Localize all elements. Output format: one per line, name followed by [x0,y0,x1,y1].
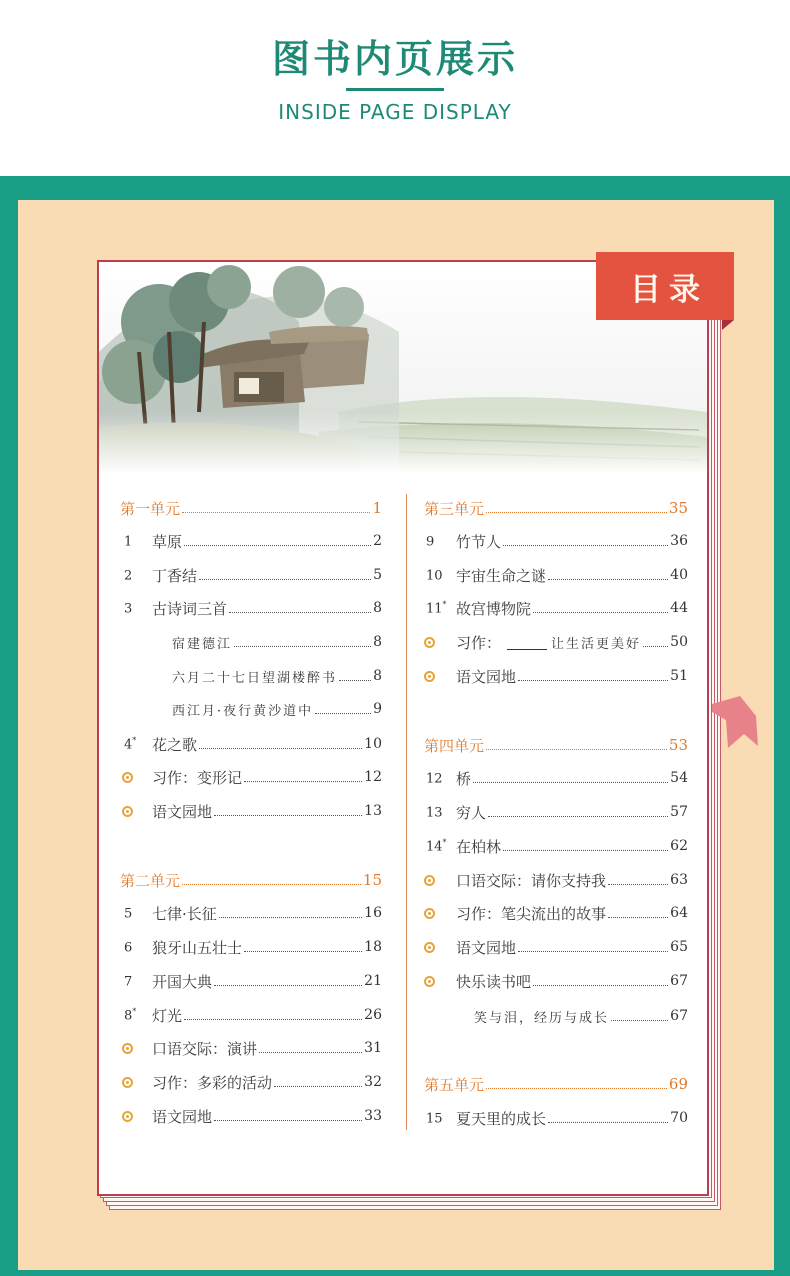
circle-bullet-icon [424,637,435,648]
entry-title: 狼牙山五壮士 [152,938,243,957]
page-number: 62 [670,838,688,854]
page-number: 63 [670,872,688,888]
page-number: 53 [668,736,688,754]
toc-entry[interactable] [124,732,382,756]
entry-title: 故宫博物院 [456,599,532,618]
page-number: 65 [670,939,688,955]
entry-title: 六月二十七日望湖楼醉书 [172,670,338,686]
leader-dots [199,748,362,749]
toc-entry[interactable] [424,630,688,654]
toc-entry[interactable] [122,765,382,789]
page-number: 33 [364,1108,382,1124]
page-number: 8 [373,668,382,684]
page-number: 67 [670,973,688,989]
leader-dots [244,951,362,952]
bullet [424,871,456,890]
entry-title: 开国大典 [152,972,213,991]
page-number: 31 [364,1040,382,1056]
page-number: 36 [670,533,688,549]
toc-entry[interactable] [124,529,382,553]
leader-dots [488,816,668,817]
entry-title: 桥 [456,769,472,788]
page-number: 50 [670,634,688,650]
entry-title: 丁香结 [152,566,198,585]
bullet [122,1107,152,1126]
leader-dots [244,781,362,782]
leader-dots [274,1086,362,1087]
circle-bullet-icon [122,806,133,817]
leader-dots [199,579,371,580]
unit-title: 第四单元 [424,736,485,755]
leader-dots [503,545,668,546]
lesson-number: 7 [124,974,133,990]
leader-dots [643,646,668,647]
leader-dots [259,1052,362,1053]
bullet [424,667,456,686]
leader-dots [339,680,371,681]
leader-dots [533,612,668,613]
lesson-number: 12 [426,771,443,787]
leader-dots [608,884,668,885]
entry-title: 花之歌 [152,735,198,754]
page-number: 2 [373,533,382,549]
entry-title: 穷人 [456,803,487,822]
entry-title: 习作：变形记 [152,768,243,787]
lesson-number: 9 [426,534,435,550]
page-number: 35 [668,499,688,517]
toc-entry[interactable] [122,1104,382,1128]
bookmark-ribbon [712,696,762,756]
toc-entry[interactable] [122,799,382,823]
toc-entry[interactable] [424,969,688,993]
bullet [424,972,456,991]
page-number: 26 [364,1007,382,1023]
unit-title: 第五单元 [424,1075,485,1094]
leader-dots [548,579,668,580]
circle-bullet-icon [122,1111,133,1122]
leader-dots [214,985,362,986]
page-subtitle: INSIDE PAGE DISPLAY [278,100,512,124]
entry-suffix: 让生活更美好 [551,636,642,652]
lesson-number: 6 [124,940,133,956]
circle-bullet-icon [122,1043,133,1054]
bullet [122,1073,152,1092]
fill-in-blank [507,635,547,650]
toc-entry[interactable] [426,834,688,858]
toc-entry[interactable] [124,935,382,959]
page-number: 9 [373,701,382,717]
toc-entry[interactable] [122,1036,382,1060]
entry-title: 竹节人 [456,532,502,551]
toc-entry[interactable] [124,969,382,993]
leader-dots [182,884,361,885]
leader-dots [182,512,370,513]
unit-title: 第二单元 [120,871,181,890]
bullet [424,938,456,957]
page-number: 32 [364,1074,382,1090]
leader-dots [518,951,668,952]
toc-entry[interactable] [426,529,688,553]
page-number: 13 [364,803,382,819]
leader-dots [533,985,668,986]
entry-title: 七律·长征 [152,904,217,923]
leader-dots [486,749,667,750]
toc-entry[interactable] [124,563,382,587]
leader-dots [214,1120,362,1121]
entry-title: 习作：多彩的活动 [152,1073,273,1092]
entry-prefix: 习作： [456,633,502,652]
toc-badge: 目录 [596,252,734,320]
lesson-number: 3 [124,601,133,617]
toc-entry[interactable] [424,868,688,892]
lesson-number: 1 [124,534,133,550]
leader-dots [184,1019,362,1020]
entry-title: 宿建德江 [172,636,233,652]
lesson-number: 11* [426,599,447,617]
circle-bullet-icon [424,875,435,886]
bullet [122,802,152,821]
page-number: 16 [364,905,382,921]
entry-title: 口语交际：演讲 [152,1039,258,1058]
circle-bullet-icon [424,671,435,682]
toc-entry[interactable] [424,664,688,688]
page-number: 44 [670,600,688,616]
toc-entry[interactable] [426,563,688,587]
circle-bullet-icon [424,976,435,987]
toc-entry[interactable] [426,1106,688,1130]
bullet [424,904,456,923]
toc-subentry[interactable] [172,630,382,654]
toc-unit-heading[interactable] [424,496,688,520]
lesson-number: 15 [426,1111,443,1127]
toc-entry[interactable] [124,596,382,620]
lesson-number: 5 [124,906,133,922]
toc-unit-heading[interactable] [120,496,382,520]
toc-unit-heading[interactable] [120,868,382,892]
toc-subentry[interactable] [474,1004,688,1028]
bullet [122,768,152,787]
toc-entry[interactable] [426,800,688,824]
bullet [122,1039,152,1058]
toc-entry[interactable] [424,935,688,959]
page-number: 12 [364,769,382,785]
badge-fold [722,320,734,330]
page-number: 8 [373,634,382,650]
toc-unit-heading[interactable] [424,1072,688,1096]
lesson-number: 2 [124,568,133,584]
entry-title: 语文园地 [456,938,517,957]
leader-dots [214,815,362,816]
leader-dots [473,782,668,783]
leader-dots [486,512,667,513]
leader-dots [234,646,371,647]
unit-title: 第三单元 [424,499,485,518]
lesson-number: 8* [124,1006,137,1024]
entry-title: 西江月·夜行黄沙道中 [172,703,314,719]
page-title: 图书内页展示 [271,37,518,81]
page-number: 8 [373,600,382,616]
page-number: 10 [364,736,382,752]
page-number: 64 [670,905,688,921]
toc-entry[interactable] [124,901,382,925]
entry-title: 语文园地 [152,802,213,821]
page-number: 57 [670,804,688,820]
toc-subentry[interactable] [172,697,382,721]
toc-entry[interactable] [122,1070,382,1094]
entry-title: 快乐读书吧 [456,972,532,991]
entry-title: 口语交际：请你支持我 [456,871,607,890]
toc-entry[interactable] [426,766,688,790]
entry-title: 宇宙生命之谜 [456,566,547,585]
entry-title: 习作：笔尖流出的故事 [456,904,607,923]
unit-title: 第一单元 [120,499,181,518]
leader-dots [608,917,668,918]
lesson-number: 13 [426,805,443,821]
circle-bullet-icon [424,908,435,919]
lesson-number: 10 [426,568,443,584]
lesson-number: 4* [124,735,137,753]
lesson-number: 14* [426,837,447,855]
entry-title: 夏天里的成长 [456,1109,547,1128]
leader-dots [548,1122,668,1123]
entry-title: 灯光 [152,1006,183,1025]
toc-entry[interactable] [426,596,688,620]
toc-unit-heading[interactable] [424,733,688,757]
page-number: 15 [362,871,382,889]
circle-bullet-icon [122,772,133,783]
entry-title: 笑与泪，经历与成长 [474,1010,610,1026]
entry-title: 语文园地 [456,667,517,686]
toc-entry[interactable] [424,901,688,925]
page-number: 70 [670,1110,688,1126]
title-underline [346,88,444,91]
page-number: 54 [670,770,688,786]
entry-title: 古诗词三首 [152,599,228,618]
page-number: 5 [373,567,382,583]
circle-bullet-icon [122,1077,133,1088]
entry-title: 草原 [152,532,183,551]
leader-dots [219,917,362,918]
entry-title: 语文园地 [152,1107,213,1126]
leader-dots [184,545,371,546]
leader-dots [229,612,371,613]
circle-bullet-icon [424,942,435,953]
page-number: 21 [364,973,382,989]
leader-dots [611,1020,668,1021]
page-number: 40 [670,567,688,583]
page-number: 18 [364,939,382,955]
leader-dots [503,850,668,851]
column-divider [406,494,407,1130]
bullet [424,633,456,652]
toc-subentry[interactable] [172,664,382,688]
toc-entry[interactable] [124,1003,382,1027]
page-number: 69 [668,1075,688,1093]
page-number: 51 [670,668,688,684]
leader-dots [486,1088,667,1089]
entry-title: 在柏林 [456,837,502,856]
leader-dots [315,713,371,714]
page-number: 1 [372,499,382,517]
page-number: 67 [670,1008,688,1024]
leader-dots [518,680,668,681]
